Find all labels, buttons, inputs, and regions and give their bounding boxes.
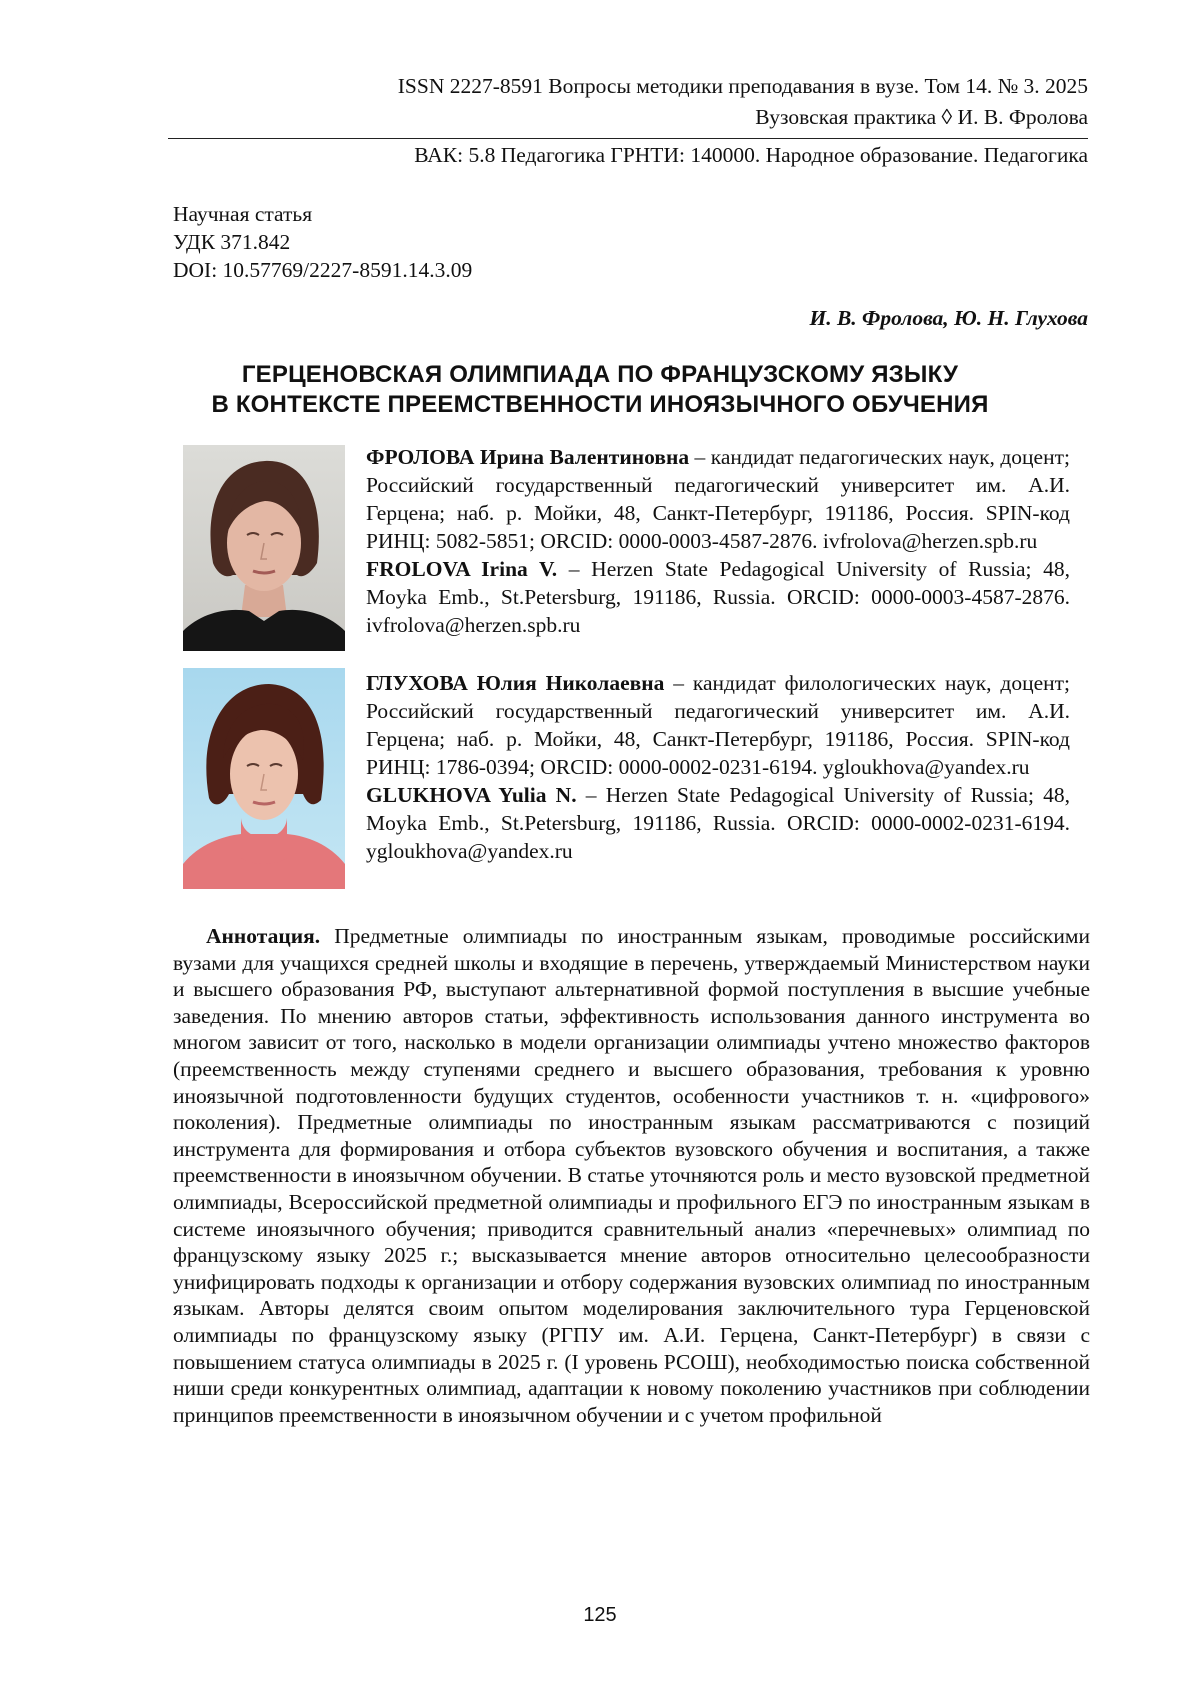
author-affiliation-ru: – кандидат филологических наук, доцент; Российский государственный педагогический университет им. А.И. Герцена; наб. р. Мойки, 48, Санкт-Петербург, 191186, Россия. SPIN-код РИНЦ: 1786-0394; ORCID: 0000-0002-0231-6194. ygloukhova@yandex.ru (366, 671, 1070, 779)
author-bio-en (366, 781, 1070, 865)
author-bio-ru (366, 669, 1070, 781)
article-title (150, 360, 1050, 420)
article-meta (173, 200, 472, 284)
article-doi: DOI: 10.57769/2227-8591.14.3.09 (173, 258, 473, 282)
journal-header-section: Вузовская практика ◊ И. В. Фролова (755, 105, 1088, 129)
article-title-line-2: В КОНТЕКСТЕ ПРЕЕМСТВЕННОСТИ ИНОЯЗЫЧНОГО ОБУЧЕНИЯ (211, 391, 989, 418)
abstract-text: Предметные олимпиады по иностранным языкам, проводимые российскими вузами для учащихся средней школы и входящие в перечень, утверждаемый Министерством науки и высшего образования РФ, выступают альтернативной формой поступления в высшие учебные заведения. По мнению авторов статьи, эффективность использования данного инструмента во многом зависит от того, насколько в модели организации олимпиады учтено множество факторов (преемственность между ступенями среднего и высшего образования, требования к уровню иноязычной подготовленности будущих студентов, особенности участников т. н. «цифрового» поколения). Предметные олимпиады по иностранным языкам рассматриваются с позиций инструмента для формирования и отбора субъектов вузовского обучения и воспитания, а также преемственности в иноязычном обучении. В статье уточняются роль и место вузовской предметной олимпиады, Всероссийской предметной олимпиады и профильного ЕГЭ по иностранным языкам в системе иноязычного обучения; приводится сравнительный анализ «перечневых» олимпиад по французскому языку 2025 г.; высказывается мнение авторов относительно целесообразности унифицировать подходы к организации и отбору содержания вузовских олимпиад по иностранным языкам. Авторы делятся своим опытом моделирования заключительного тура Герценовской олимпиады по французскому языку (РГПУ им. А.И. Герцена, Санкт-Петербург) в связи с повышением статуса олимпиады в 2025 г. (I уровень РСОШ), необходимостью поиска собственной ниши среди конкурентных олимпиад, адаптации к новому поколению участников при соблюдении принципов преемственности в иноязычном обучении и с учетом профильной (173, 924, 1090, 1427)
article-type: Научная статья (173, 202, 313, 226)
author-photo-frolova (183, 445, 345, 651)
abstract-paragraph (173, 923, 1090, 1428)
author-name-ru: ФРОЛОВА Ирина Валентиновна (366, 445, 690, 469)
author-photo-glukhova (183, 668, 345, 889)
author-bio-frolova (366, 443, 1070, 639)
author-name-en: FROLOVA Irina V. (366, 557, 558, 581)
author-bio-glukhova (366, 669, 1070, 865)
abstract-label: Аннотация. (206, 924, 321, 948)
author-affiliation-en: – Herzen State Pedagogical University of Russia; 48, Moyka Emb., St.Petersburg, 191186, Russia. ORCID: 0000-0002-0231-6194. ygloukhova@yandex.ru (366, 783, 1070, 863)
author-name-en: GLUKHOVA Yulia N. (366, 783, 577, 807)
page-number: 125 (583, 1604, 617, 1626)
author-affiliation-en: – Herzen State Pedagogical University of Russia; 48, Moyka Emb., St.Petersburg, 191186, Russia. ORCID: 0000-0003-4587-2876. ivfrolova@herzen.spb.ru (366, 557, 1070, 637)
author-bio-en (366, 555, 1070, 639)
authors-line: И. В. Фролова, Ю. Н. Глухова (809, 306, 1088, 330)
header-divider (168, 138, 1088, 139)
author-name-ru: ГЛУХОВА Юлия Николаевна (366, 671, 665, 695)
portrait-icon (183, 445, 345, 651)
abstract (173, 923, 1090, 1428)
article-title-line-1: ГЕРЦЕНОВСКАЯ ОЛИМПИАДА ПО ФРАНЦУЗСКОМУ ЯЗЫКУ (241, 361, 959, 388)
journal-header-classification: ВАК: 5.8 Педагогика ГРНТИ: 140000. Народное образование. Педагогика (414, 143, 1088, 167)
author-affiliation-ru: – кандидат педагогических наук, доцент; Российский государственный педагогический университет им. А.И. Герцена; наб. р. Мойки, 48, Санкт-Петербург, 191186, Россия. SPIN-код РИНЦ: 5082-5851; ORCID: 0000-0003-4587-2876. ivfrolova@herzen.spb.ru (366, 445, 1070, 553)
journal-header-issn: ISSN 2227-8591 Вопросы методики преподавания в вузе. Том 14. № 3. 2025 (397, 74, 1088, 98)
portrait-icon (183, 668, 345, 889)
author-bio-ru (366, 443, 1070, 555)
article-udc: УДК 371.842 (173, 230, 291, 254)
